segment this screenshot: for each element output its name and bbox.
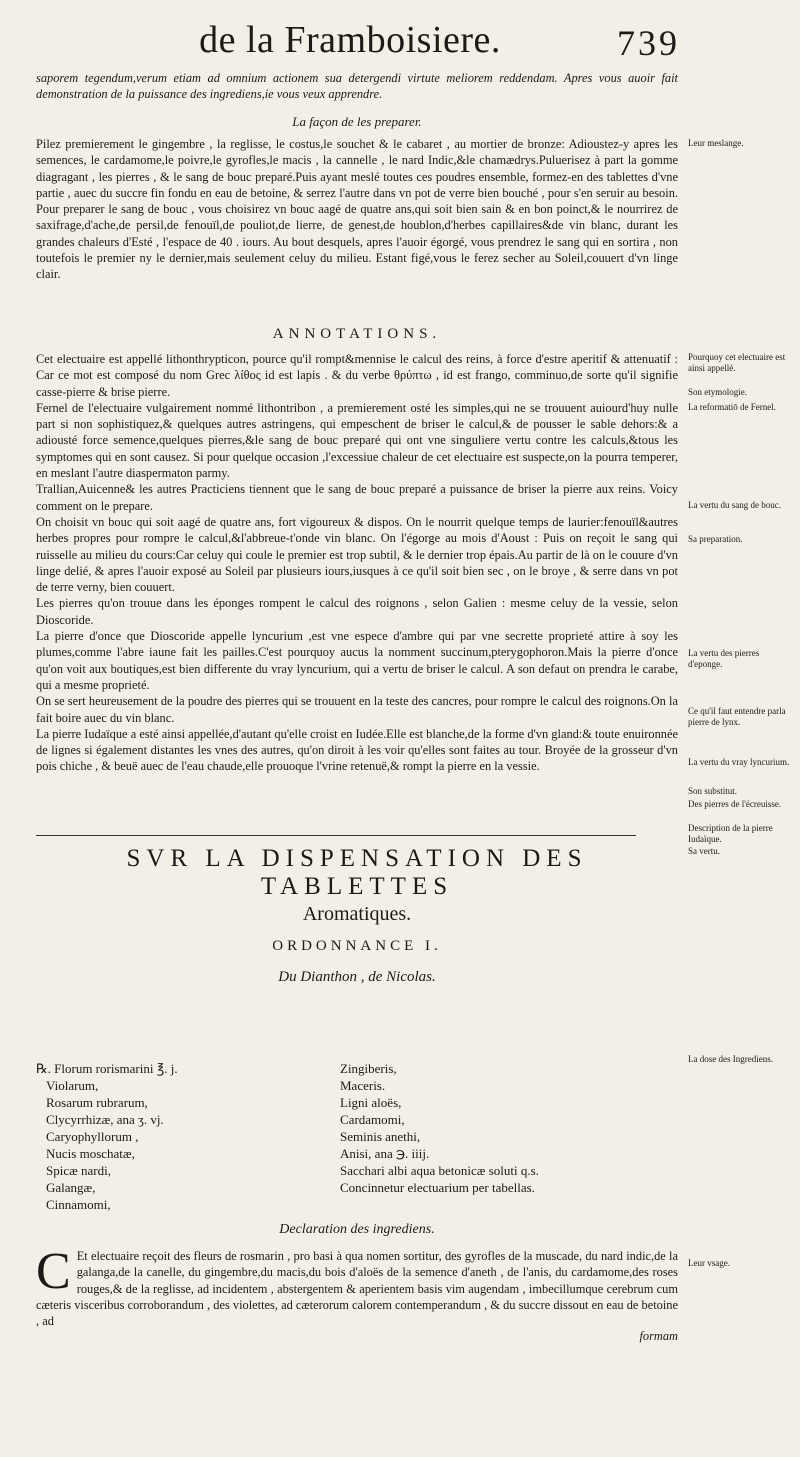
drop-cap: C <box>36 1243 71 1300</box>
margin-note: Des pierres de l'écreuisse. <box>688 799 782 809</box>
margin-note: Leur meslange. <box>688 138 744 148</box>
section-divider <box>36 835 636 836</box>
margin-note: La vertu du vray lyncurium. <box>688 757 790 767</box>
recipe-line: Clycyrrhizæ, ana ʒ. vj. <box>46 1112 164 1127</box>
recipe-line: Violarum, <box>46 1078 99 1093</box>
catchword: formam <box>639 1329 678 1344</box>
declaration-text: Et electuaire reçoit des fleurs de rosmarin , pro basi à qua nomen sortitur, des gyrofles de la muscade, du nard indic,de la galanga,de la canelle, du gingembre,du macis,du bois d'aloës de la semence d'aneth , de l'anis, du cardamome,des roses rouges,& de la reglisse, ad incidentem , abstergentem & aperientem basis vim augendam , imbecillumque cerebrum cum cæteris visceribus corroborandum , des violettes, ad cæterorum calorem contemperandum , & du succre dissout en eau de betoine , ad <box>36 1249 678 1329</box>
ordonnance-heading: ORDONNANCE I. <box>272 938 442 954</box>
margin-note: Description de la pierre Iudaïque. <box>688 823 773 844</box>
annotations-section <box>36 326 678 775</box>
annotations-heading: ANNOTATIONS. <box>272 326 442 342</box>
recipe-line: Concinnetur electuarium per tabellas. <box>340 1180 535 1195</box>
prep-section <box>36 114 678 283</box>
recipe-line: Galangæ, <box>46 1180 96 1195</box>
margin-note: La vertu des pierres d'eponge. <box>688 648 760 669</box>
margin-note: Sa vertu. <box>688 846 720 856</box>
page-number: 739 <box>617 23 680 63</box>
recipe-line: Nucis moschatæ, <box>46 1146 135 1161</box>
recipe-line: Zingiberis, <box>340 1061 397 1076</box>
intro-paragraph <box>36 70 678 103</box>
running-head: de la Framboisiere. <box>199 19 501 61</box>
annotation-paragraph: La pierre Iudaïque a esté ainsi appellée,d'autant qu'elle croist en Iudée.Elle est blanche,de la forme d'vn gland:& toute enuironnée de lignes si également distantes les vnes des autres, qu'on diroit à les voir qu'elles sont faites au tour. Broyée de la grosseur d'vn pois chiche , & beuë auec de l'eau chaude,elle prouoque l'vrine retenuë,& rompt la pierre en la vessie. <box>36 726 678 774</box>
tablettes-section <box>36 845 678 986</box>
margin-note: Son substitut. <box>688 786 738 796</box>
margin-note: Leur vsage. <box>688 1258 730 1268</box>
annotation-paragraph: Cet electuaire est appellé lithonthrypticon, pource qu'il rompt&mennise le calcul des reins, à force d'estre aperitif & attenuatif : Car ce mot est composé du nom Grec λίθος id est lapis . & du verbe θρύπτω , id est frango, comminuo,de sorte qu'il signifie casse-pierre & brise pierre. <box>36 352 678 399</box>
recipe-line: Ligni aloës, <box>340 1095 402 1110</box>
recipe-title: Du Dianthon , de Nicolas. <box>278 969 436 985</box>
section-title: SVR LA DISPENSATION DES TABLETTES <box>126 845 588 900</box>
recipe-line: Maceris. <box>340 1078 386 1093</box>
margin-note: La dose des Ingrediens. <box>688 1054 773 1064</box>
recipe-line: Sacchari albi aqua betonicæ soluti q.s. <box>340 1163 539 1178</box>
margin-note: Pourquoy cet electuaire est ainsi appellé. <box>688 352 786 373</box>
recipe-left-column <box>36 1060 178 1213</box>
margin-note: Son etymologie. <box>688 387 747 397</box>
declaration-heading: Declaration des ingrediens. <box>279 1222 435 1237</box>
margin-note: La vertu du sang de bouc. <box>688 500 781 510</box>
margin-note: Sa preparation. <box>688 534 743 544</box>
recipe-line: Spicæ nardi, <box>46 1163 111 1178</box>
recipe-line: ℞. Florum rorismarini ℥. j. <box>36 1061 178 1076</box>
recipe-right-column <box>340 1060 539 1196</box>
margin-note: La reformatiō de Fernel. <box>688 402 776 412</box>
annotation-paragraph: On se sert heureusement de la poudre des pierres qui se trouuent en la teste des cancres, pour rompre le calcul des roignons.On la fait boire auec du vin blanc. <box>36 694 678 725</box>
recipe-line: Cinnamomi, <box>46 1197 111 1212</box>
recipe-line: Caryophyllorum , <box>46 1129 139 1144</box>
prep-heading: La façon de les preparer. <box>292 114 422 129</box>
recipe-line: Rosarum rubrarum, <box>46 1095 148 1110</box>
annotation-paragraph: Les pierres qu'on trouue dans les éponges rompent le calcul des roignons , selon Galien : mesme celuy de la vessie, selon Dioscoride. <box>36 596 678 627</box>
recipe-line: Cardamomi, <box>340 1112 405 1127</box>
recipe-line: Anisi, ana ℈. iiij. <box>340 1146 430 1161</box>
section-subtitle: Aromatiques. <box>302 903 412 925</box>
intro-text: saporem tegendum,verum etiam ad omnium actionem sua detergendi virtute meliorem reddendam. Apres vous auoir fait demonstration de la puissance des ingrediens,ie vous veux apprendre. <box>36 71 678 102</box>
margin-note: Ce qu'il faut entendre parla pierre de lynx. <box>688 706 786 727</box>
declaration-section <box>36 1222 678 1344</box>
annotation-paragraph: Trallian,Auicenne& les autres Practiciens tiennent que le sang de bouc preparé a puissance de briser la pierre aux reins. Voicy comment on le prepare. <box>36 482 678 513</box>
annotation-paragraph: Fernel de l'electuaire vulgairement nommé lithontribon , a premierement osté les simples,qui ne se trouuent auiourd'huy nulle part si non sophistiquez,& quelques autres astringens, qui empeschent de briser le calcul,& de pousser le sable dehors:& a adiousté force semence,quelques pierres,&le sang de bouc preparé qui ont vne singuliere vertu contre les calculs,&tous les symptomes qui en sont causez. Si pour quelque occasion ,l'excessiue chaleur de cet electuaire est suspecte,on la pourra temperer, en meslant l'autre diaspermaton parmy. <box>36 400 678 481</box>
recipe-line: Seminis anethi, <box>340 1129 421 1144</box>
annotation-paragraph: La pierre d'once que Dioscoride appelle lyncurium ,est vne espece d'ambre qui par vne secrette proprieté attire à soy les plumes,comme l'abre iaune fait les pailles.C'est pourquoy aucus la nomment succinum,pterygophoron.Mais la pierre d'once qu'on voit aux boutiques,est bien differente du vray lyncurium, qui a vertu de briser le calcul. A son defaut on prendra le carabe, qui a mesme proprieté. <box>36 629 678 692</box>
prep-text: Pilez premierement le gingembre , la reglisse, le costus,le souchet & le cabaret , au mortier de bronze: Adioustez-y apres les semences, le cardamome,le poivre,le gyrofles,le macis , la cannelle , le nard Indic,&le chamædrys.Puluerisez à part la gomme diagragant , les pierres , & le sang de bouc preparé.Puis ayant meslé toutes ces poudres ensemble, formez-en des tablettes d'vne partie , auec du succre fin fondu en eau de betoine, & serrez l'autre dans vn pot de verre bien bouché , pour s'en seruir au besoin. Pour preparer le sang de bouc , vous choisirez vn bouc aagé de quatre ans,qui soit bien sain & en bon poinct,& le nourrirez de saxifrage,d'ache,de persil,de fenouïl,de pouliot,de lierre, de genest,de houblon,d'herbes capillaires&de vin blanc, durant les grandes chaleurs d'Esté , l'espace de 40 . iours. Au bout desquels, apres l'auoir égorgé, vous prendrez le sang qui en sortira , non toutefois le premier ny le dernier,mais seulement celuy du milieu. Estant figé,vous le ferez secher au Soleil,couuert d'vn linge clair. <box>36 137 678 282</box>
annotation-paragraph: On choisit vn bouc qui soit aagé de quatre ans, fort vigoureux & dispos. On le nourrit quelque temps de laurier:fenouïl&autres herbes propres pour rompre le calcul,&l'abbreue-t'onde vin blanc. On l'égorge au mois d'Aoust : Puis on reçoit le sang qui ruisselle au milieu du cours:Car celuy qui coule le premier est trop subtil, & le dernier trop épais.Au partir de là on le couure d'vn linge delié, & apres l'auoir exposé au Soleil par plusieurs iours,iusques à ce qu'il soit bien sec , on le broye , & serre dans vn pot de terre verny, bien couuert. <box>36 514 678 595</box>
